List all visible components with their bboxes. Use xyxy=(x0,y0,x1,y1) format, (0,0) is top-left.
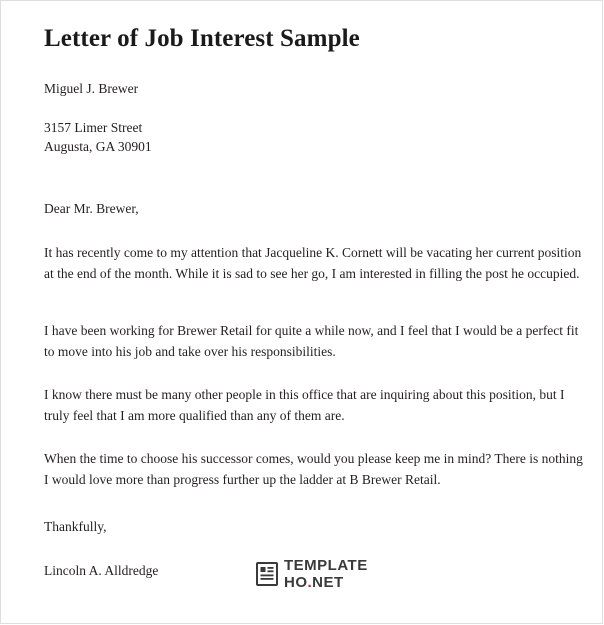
page-title: Letter of Job Interest Sample xyxy=(44,25,360,52)
address-line-1: 3157 Limer Street xyxy=(44,120,143,135)
body-paragraph-1: It has recently come to my attention that Jacqueline K. Cornett will be vacating her current position at the end of the month. While it is sad to see her go, I am interested in filling the post he occupied. xyxy=(44,245,582,281)
watermark-dot: . xyxy=(307,574,313,591)
recipient-name: Miguel J. Brewer xyxy=(44,81,139,96)
letter-content xyxy=(44,24,584,620)
watermark-line-2 xyxy=(284,575,368,590)
document-lines-icon xyxy=(256,562,278,586)
salutation: Dear Mr. Brewer, xyxy=(44,201,139,216)
watermark-text xyxy=(284,558,368,590)
body-paragraph-3: I know there must be many other people in this office that are inquiring about this position, but I truly feel that I am more qualified than any of them are. xyxy=(44,387,565,423)
watermark xyxy=(256,558,368,590)
address-line-2: Augusta, GA 30901 xyxy=(44,139,152,154)
address-block xyxy=(44,118,584,156)
body-paragraph-2: I have been working for Brewer Retail for quite a while now, and I feel that I would be a perfect fit to move into his job and take over his responsibilities. xyxy=(44,323,579,359)
watermark-ho: HO xyxy=(284,574,308,591)
signature-name: Lincoln A. Alldredge xyxy=(44,563,159,578)
watermark-net: NET xyxy=(312,574,344,591)
watermark-line-1: TEMPLATE xyxy=(284,557,368,574)
closing-line: Thankfully, xyxy=(44,519,107,534)
body-paragraph-4: When the time to choose his successor comes, would you please keep me in mind? There is nothing I would love more than progress further up the ladder at B Brewer Retail. xyxy=(44,451,583,487)
